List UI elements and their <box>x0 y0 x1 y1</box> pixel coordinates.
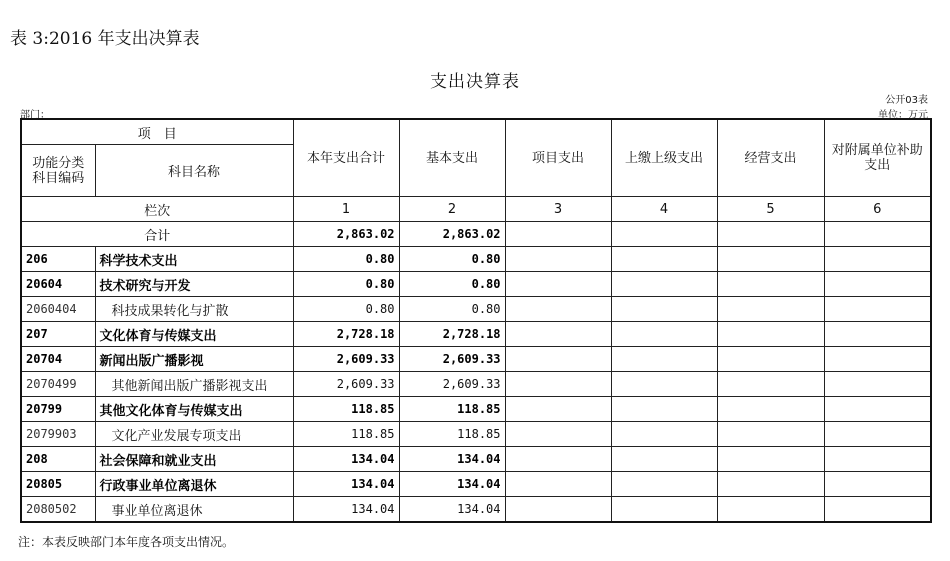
subject-code: 207 <box>21 322 95 347</box>
table-row <box>21 422 931 447</box>
unit-label: 单位：万元 <box>878 110 928 121</box>
subject-code: 20704 <box>21 347 95 372</box>
amount-cell <box>717 397 824 422</box>
amount-cell <box>611 472 717 497</box>
table-row <box>21 447 931 472</box>
table-row <box>21 497 931 523</box>
amount-cell: 134.04 <box>399 472 505 497</box>
amount-cell <box>611 497 717 523</box>
lane-num: 3 <box>505 197 611 222</box>
item-group-header: 项 目 <box>21 119 293 145</box>
col-header-business: 经营支出 <box>717 119 824 197</box>
amount-cell: 134.04 <box>399 447 505 472</box>
amount-cell <box>717 247 824 272</box>
amount-cell <box>824 497 931 523</box>
table-row <box>21 322 931 347</box>
col-header-basic: 基本支出 <box>399 119 505 197</box>
total-value <box>505 222 611 247</box>
department-label: 部门： <box>20 110 50 121</box>
subject-name: 技术研究与开发 <box>95 272 293 297</box>
amount-cell: 134.04 <box>293 497 399 523</box>
subject-name: 事业单位离退休 <box>95 497 293 523</box>
amount-cell: 134.04 <box>293 472 399 497</box>
subject-name: 社会保障和就业支出 <box>95 447 293 472</box>
total-value <box>824 222 931 247</box>
amount-cell: 0.80 <box>399 272 505 297</box>
col-header-total: 本年支出合计 <box>293 119 399 197</box>
table-row <box>21 397 931 422</box>
subject-name: 文化产业发展专项支出 <box>95 422 293 447</box>
amount-cell <box>611 397 717 422</box>
amount-cell <box>717 372 824 397</box>
amount-cell <box>717 297 824 322</box>
subject-code: 2070499 <box>21 372 95 397</box>
amount-cell <box>505 397 611 422</box>
form-number: 公开03表 <box>885 95 928 106</box>
amount-cell <box>824 472 931 497</box>
table-row <box>21 247 931 272</box>
amount-cell: 2,609.33 <box>293 347 399 372</box>
amount-cell: 0.80 <box>293 247 399 272</box>
amount-cell: 0.80 <box>399 297 505 322</box>
amount-cell <box>717 447 824 472</box>
subject-code: 206 <box>21 247 95 272</box>
subject-name: 科学技术支出 <box>95 247 293 272</box>
subject-code: 20799 <box>21 397 95 422</box>
amount-cell: 134.04 <box>293 447 399 472</box>
amount-cell <box>824 347 931 372</box>
table-row <box>21 272 931 297</box>
amount-cell <box>505 497 611 523</box>
subject-name: 其他新闻出版广播影视支出 <box>95 372 293 397</box>
table-row <box>21 472 931 497</box>
amount-cell <box>505 472 611 497</box>
col-header-project: 项目支出 <box>505 119 611 197</box>
amount-cell <box>611 322 717 347</box>
amount-cell <box>611 447 717 472</box>
subject-code: 2079903 <box>21 422 95 447</box>
table-title: 支出决算表 <box>430 72 520 92</box>
lane-label: 栏次 <box>21 197 293 222</box>
total-value <box>717 222 824 247</box>
amount-cell <box>505 422 611 447</box>
table-row <box>21 372 931 397</box>
amount-cell <box>717 322 824 347</box>
amount-cell <box>824 422 931 447</box>
subject-name: 科技成果转化与扩散 <box>95 297 293 322</box>
total-value: 2,863.02 <box>293 222 399 247</box>
lane-num: 2 <box>399 197 505 222</box>
table-row <box>21 297 931 322</box>
amount-cell <box>505 247 611 272</box>
subject-name: 文化体育与传媒支出 <box>95 322 293 347</box>
total-value <box>611 222 717 247</box>
amount-cell <box>717 422 824 447</box>
subject-name: 行政事业单位离退休 <box>95 472 293 497</box>
total-label: 合计 <box>21 222 293 247</box>
amount-cell: 2,728.18 <box>399 322 505 347</box>
amount-cell: 118.85 <box>293 422 399 447</box>
lane-num: 5 <box>717 197 824 222</box>
subject-code: 208 <box>21 447 95 472</box>
amount-cell <box>717 497 824 523</box>
amount-cell <box>611 272 717 297</box>
amount-cell: 0.80 <box>399 247 505 272</box>
amount-cell: 2,609.33 <box>399 372 505 397</box>
amount-cell <box>611 422 717 447</box>
lane-num: 6 <box>824 197 931 222</box>
subject-code: 20805 <box>21 472 95 497</box>
lane-num: 1 <box>293 197 399 222</box>
amount-cell <box>824 447 931 472</box>
amount-cell: 134.04 <box>399 497 505 523</box>
amount-cell <box>505 297 611 322</box>
amount-cell <box>717 272 824 297</box>
amount-cell <box>824 247 931 272</box>
amount-cell: 2,609.33 <box>399 347 505 372</box>
amount-cell: 118.85 <box>399 422 505 447</box>
amount-cell <box>611 247 717 272</box>
amount-cell <box>824 372 931 397</box>
amount-cell: 118.85 <box>399 397 505 422</box>
amount-cell: 118.85 <box>293 397 399 422</box>
amount-cell <box>505 372 611 397</box>
amount-cell <box>717 347 824 372</box>
amount-cell <box>717 472 824 497</box>
amount-cell <box>824 397 931 422</box>
footnote: 注：本表反映部门本年度各项支出情况。 <box>18 535 235 549</box>
amount-cell <box>824 322 931 347</box>
amount-cell <box>505 447 611 472</box>
amount-cell: 2,728.18 <box>293 322 399 347</box>
col-header-upper: 上缴上级支出 <box>611 119 717 197</box>
lane-num: 4 <box>611 197 717 222</box>
amount-cell <box>505 322 611 347</box>
subject-code: 2060404 <box>21 297 95 322</box>
amount-cell <box>611 297 717 322</box>
col-header-subsidy: 对附属单位补助支出 <box>824 119 931 197</box>
amount-cell <box>505 347 611 372</box>
col-header-subject-name: 科目名称 <box>95 145 293 197</box>
expenditure-table <box>20 118 932 523</box>
subject-name: 其他文化体育与传媒支出 <box>95 397 293 422</box>
total-value: 2,863.02 <box>399 222 505 247</box>
document-title: 表 3:2016 年支出决算表 <box>10 29 200 49</box>
col-header-func-code: 功能分类 科目编码 <box>21 145 95 197</box>
amount-cell <box>611 347 717 372</box>
subject-code: 2080502 <box>21 497 95 523</box>
amount-cell: 0.80 <box>293 272 399 297</box>
amount-cell <box>824 272 931 297</box>
amount-cell: 2,609.33 <box>293 372 399 397</box>
subject-code: 20604 <box>21 272 95 297</box>
subject-name: 新闻出版广播影视 <box>95 347 293 372</box>
amount-cell <box>505 272 611 297</box>
table-row <box>21 347 931 372</box>
amount-cell <box>611 372 717 397</box>
amount-cell <box>824 297 931 322</box>
amount-cell: 0.80 <box>293 297 399 322</box>
